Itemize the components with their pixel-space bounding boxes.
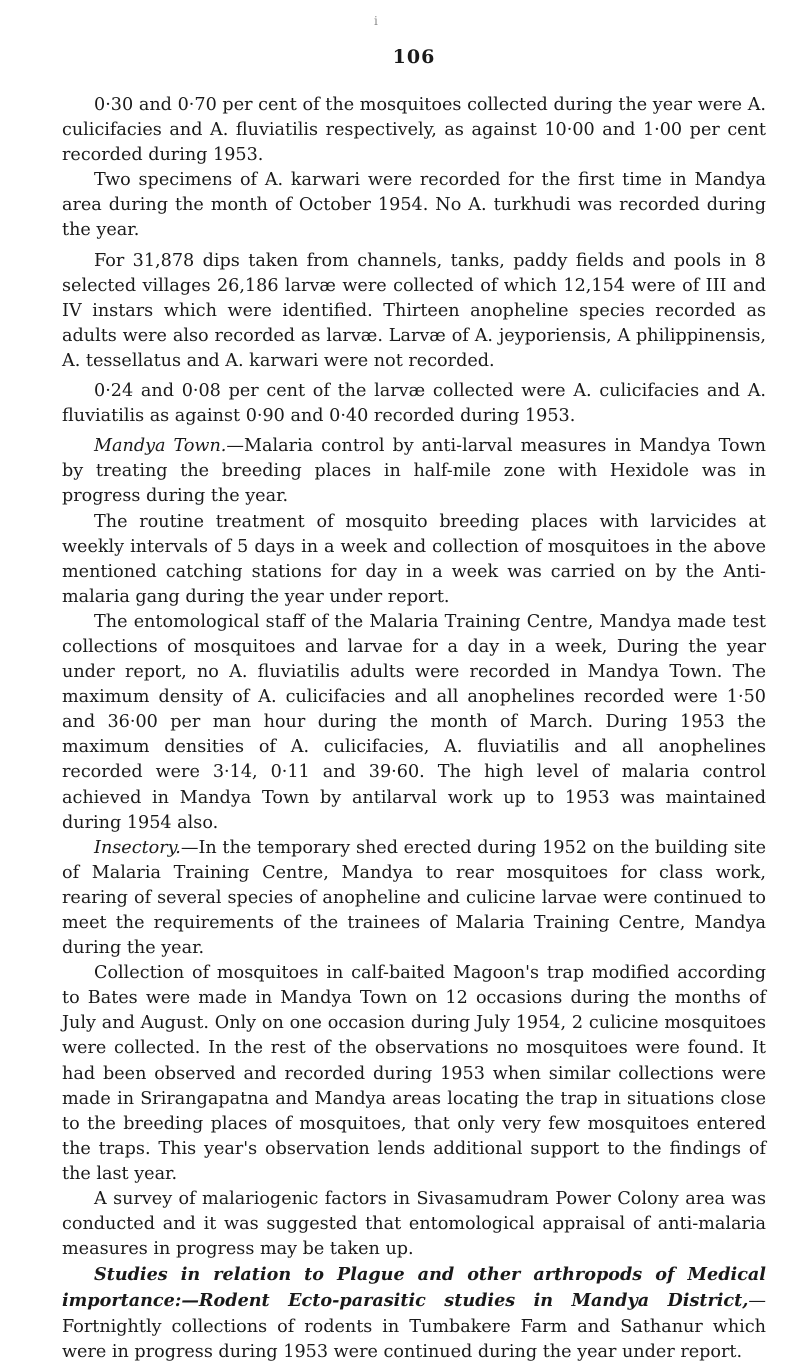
paragraph-text: —In the temporary shed erected during 1952 on the building site of Malaria Training Centre, Mandya to rear mosquitoes for class work, rearing of several species of anopheline and culicine larvae were continued to meet the requirements of the trainees of Malaria Training Centre, Mandya during the year. — [62, 837, 766, 959]
paragraph-text: Two specimens of A. karwari were recorded for the first time in Mandya area during the month of October 1954. No A. turkhudi was recorded during the year. — [62, 170, 766, 241]
paragraph-text: 0·24 and 0·08 per cent of the larvæ collected were A. culicifacies and A. fluviatilis as against 0·90 and 0·40 recorded during 1953. — [62, 381, 766, 427]
paragraph-text: —Malaria control by anti-larval measures in Mandya Town by treating the breeding places in half-mile zone with Hexidole was in progress during the year. — [62, 436, 766, 507]
paragraph-text: A survey of malariogenic factors in Sivasamudram Power Colony area was conducted and it was suggested that entomological appraisal of anti-malaria measures in progress may be taken up. — [62, 1189, 766, 1260]
paragraph-magoon-trap — [62, 961, 766, 1187]
stray-mark: i — [374, 14, 378, 28]
section-heading-plague-studies: Studies in relation to Plague and other arthropods of Medical importance:—Rodent Ecto-parasitic studies in Mandya District, — [62, 1264, 766, 1312]
paragraph-sivasamudram-survey — [62, 1187, 766, 1262]
body-text — [62, 93, 766, 1365]
paragraph-insectory — [62, 836, 766, 961]
paragraph-text: For 31,878 dips taken from channels, tanks, paddy fields and pools in 8 selected villages 26,186 larvæ were collected of which 12,154 were of III and IV instars which were identified. Thirteen anopheline species recorded as adults were also recorded as larvæ. Larvæ of A. jeyporiensis, A philippinensis, A. tessellatus and A. karwari were not recorded. — [62, 250, 766, 371]
paragraph-larval-dips — [62, 249, 766, 374]
paragraph-text: Collection of mosquitoes in calf-baited Magoon's trap modified according to Bates were made in Mandya Town on 12 occasions during the months of July and August. Only on one occasion during July 1954, 2 culicine mosquitoes were collected. In the rest of the observations no mosquitoes were found. It had been observed and recorded during 1953 when similar collections were made in Srirangapatna and Mandya areas locating the trap in situations close to the breeding places of mosquitoes, that only very few mosquitoes entered the traps. This year's observation lends additional support to the findings of the last year. — [62, 963, 766, 1184]
paragraph-mandya-town — [62, 434, 766, 509]
section-heading-mandya-town: Mandya Town. — [94, 436, 227, 457]
paragraph-text: — Fortnightly collections of rodents in Tumbakere Farm and Sathanur which were in progress during 1953 were continued during the year under report. — [62, 1291, 766, 1362]
section-heading-insectory: Insectory. — [94, 837, 181, 858]
paragraph-text: The entomological staff of the Malaria Training Centre, Mandya made test collections of mosquitoes and larvae for a day in a week, During the year under report, no A. fluviatilis adults were recorded in Mandya Town. The maximum density of A. culicifacies and all anophelines recorded were 1·50 and 36·00 per man hour during the month of March. During 1953 the maximum densities of A. culicifacies, A. fluviatilis and all anophelines recorded were 3·14, 0·11 and 39·60. The high level of malaria control achieved in Mandya Town by antilarval work up to 1953 was maintained during 1954 also. — [62, 611, 766, 833]
page-number: 106 — [392, 46, 436, 68]
paragraph-karwari-specimens — [62, 168, 766, 243]
paragraph-routine-treatment — [62, 510, 766, 610]
paragraph-text: The routine treatment of mosquito breeding places with larvicides at weekly intervals of 5 days in a week and collection of mosquitoes in the above mentioned catching stations for day in a week was carried on by the Anti-malaria gang during the year under report. — [62, 511, 766, 607]
paragraph-entomological-staff — [62, 610, 766, 836]
paragraph-text: 0·30 and 0·70 per cent of the mosquitoes collected during the year were A. culicifacies and A. fluviatilis respectively, as against 10·00 and 1·00 per cent recorded during 1953. — [62, 95, 766, 166]
paragraph-mosquito-percentages — [62, 93, 766, 168]
paragraph-larvae-percentages — [62, 379, 766, 429]
paragraph-plague-studies — [62, 1262, 766, 1364]
